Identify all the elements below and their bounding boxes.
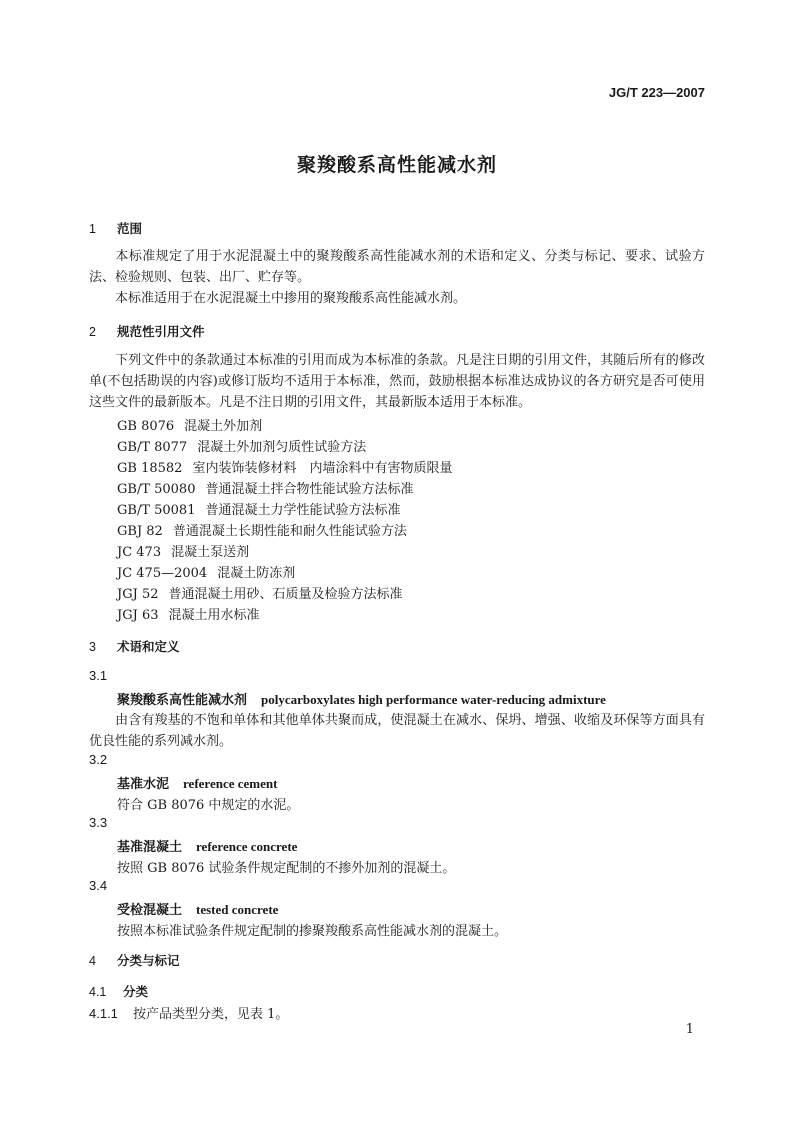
term-heading: 基准水泥 reference cement <box>117 776 278 792</box>
section-title: 范围 <box>117 221 143 236</box>
reference-item: GB 8076 混凝土外加剂 <box>117 419 263 434</box>
section-title: 分类与标记 <box>117 953 180 968</box>
subsection-4-1-heading <box>89 982 148 1000</box>
section-2-heading <box>89 322 205 340</box>
section-number: 2 <box>89 325 96 339</box>
subsection-title: 分类 <box>123 984 149 999</box>
term-number: 3.1 <box>89 668 108 683</box>
section-1-paragraph-1: 本标准规定了用于水泥混凝土中的聚羧酸系高性能减水剂的术语和定义、分类与标记、要求、试验方法、检验规则、包装、出厂、贮存等。 <box>89 249 705 285</box>
term-heading: 基准混凝土 reference concrete <box>117 839 298 855</box>
reference-item: JGJ 52 普通混凝土用砂、石质量及检验方法标准 <box>117 587 403 602</box>
section-3-heading <box>89 637 180 655</box>
reference-item: GB 18582 室内装饰装修材料 内墙涂料中有害物质限量 <box>117 461 453 476</box>
section-4-heading <box>89 951 180 969</box>
standard-number: JG/T 223—2007 <box>608 85 705 100</box>
reference-item: GBJ 82 普通混凝土长期性能和耐久性能试验方法 <box>117 524 407 539</box>
term-definition: 由含有羧基的不饱和单体和其他单体共聚而成，使混凝土在减水、保坍、增强、收缩及环保等方面具有优良性能的系列减水剂。 <box>89 713 705 749</box>
section-title: 规范性引用文件 <box>117 324 205 339</box>
subsection-text: 按产品类型分类，见表 1。 <box>133 1007 289 1022</box>
section-1-heading <box>89 219 142 237</box>
page-number: 1 <box>685 1022 694 1037</box>
reference-item: GB/T 50080 普通混凝土拌合物性能试验方法标准 <box>117 482 414 497</box>
term-definition: 按照 GB 8076 试验条件规定配制的不掺外加剂的混凝土。 <box>117 861 456 876</box>
subsection-number: 4.1.1 <box>89 1006 118 1021</box>
reference-item: GB/T 50081 普通混凝土力学性能试验方法标准 <box>117 503 401 518</box>
document-title: 聚羧酸系高性能减水剂 <box>296 154 497 176</box>
reference-item: JGJ 63 混凝土用水标准 <box>117 608 260 623</box>
term-number: 3.4 <box>89 878 108 893</box>
term-heading: 聚羧酸系高性能减水剂 polycarboxylates high performance water-reducing admixture <box>117 692 606 708</box>
section-1-paragraph-2: 本标准适用于在水泥混凝土中掺用的聚羧酸系高性能减水剂。 <box>115 291 467 306</box>
section-title: 术语和定义 <box>117 639 180 654</box>
reference-item: JC 473 混凝土泵送剂 <box>117 545 250 560</box>
term-definition: 按照本标准试验条件规定配制的掺聚羧酸系高性能减水剂的混凝土。 <box>117 924 508 939</box>
term-definition: 符合 GB 8076 中规定的水泥。 <box>117 798 300 813</box>
section-number: 3 <box>89 640 96 654</box>
term-number: 3.2 <box>89 752 108 767</box>
term-number: 3.3 <box>89 815 108 830</box>
subsection-number: 4.1 <box>89 985 107 999</box>
reference-item: GB/T 8077 混凝土外加剂匀质性试验方法 <box>117 440 367 455</box>
section-number: 1 <box>89 222 96 236</box>
term-heading: 受检混凝土 tested concrete <box>117 902 279 918</box>
reference-item: JC 475—2004 混凝土防冻剂 <box>117 566 296 581</box>
section-2-paragraph-1: 下列文件中的条款通过本标准的引用而成为本标准的条款。凡是注日期的引用文件，其随后所有的修改单(不包括勘误的内容)或修订版均不适用于本标准，然而，鼓励根据本标准达成协议的各方研究是否可使用这些文件的最新版本。凡是不注日期的引用文件，其最新版本适用于本标准。 <box>89 353 705 410</box>
section-number: 4 <box>89 954 96 968</box>
subsection-4-1-1 <box>89 1003 288 1022</box>
